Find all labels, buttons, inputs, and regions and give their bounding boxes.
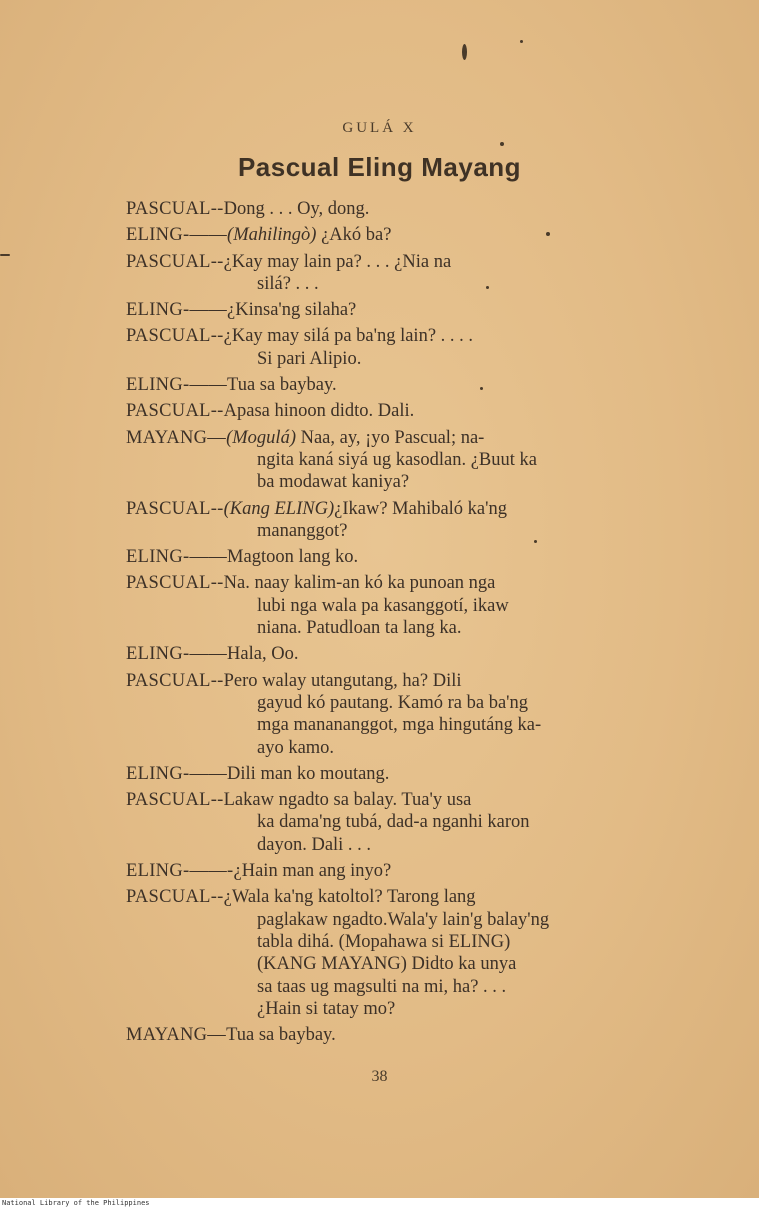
speaker-name: ELING-——	[126, 547, 228, 568]
dialogue-text: Hala, Oo.	[227, 644, 299, 665]
dialogue-continuation: (KANG MAYANG) Didto ka unya	[257, 954, 517, 975]
dialogue-line	[126, 763, 671, 785]
dialogue-continuation: ka dama'ng tubá, dad-a nganhi karon	[257, 812, 530, 833]
ink-speck	[462, 44, 467, 60]
dialogue-continuation: niana. Patudloan ta lang ka.	[257, 618, 462, 639]
dialogue-line	[126, 546, 671, 568]
dialogue-script	[126, 198, 671, 1046]
dialogue-text: Na. naay kalim-an kó ka punoan nga	[223, 573, 496, 594]
dialogue-text: Pero walay utangutang, ha? Dili	[223, 670, 462, 691]
dialogue-continuation: ¿Hain si tatay mo?	[257, 998, 396, 1019]
page-number: 38	[371, 1068, 388, 1085]
speaker-name: MAYANG—	[126, 1025, 227, 1046]
dialogue-continuation: ayo kamo.	[257, 737, 335, 758]
dialogue-text: ¿Ikaw? Mahibaló ka'ng	[334, 498, 507, 519]
ink-speck	[0, 254, 10, 256]
speaker-name: PASCUAL--	[126, 199, 224, 219]
stage-direction: (Mahilingò)	[227, 225, 317, 246]
speaker-name: PASCUAL--	[126, 790, 224, 811]
dialogue-continuation: dayon. Dali . . .	[257, 834, 372, 855]
dialogue-continuation: ba modawat kaniya?	[257, 472, 410, 493]
chapter-label: GULÁ X	[342, 120, 417, 136]
dialogue-continuation: gayud kó pautang. Kamó ra ba ba'ng	[257, 692, 528, 713]
dialogue-continuation: silá? . . .	[257, 273, 319, 294]
dialogue-text: Tua sa baybay.	[226, 1025, 336, 1046]
dialogue-text: ¿Kay may lain pa? . . . ¿Nia na	[223, 251, 452, 272]
speaker-name: PASCUAL--	[126, 498, 224, 519]
dialogue-text: ¿Kay may silá pa ba'ng lain? . . . .	[223, 326, 474, 347]
dialogue-line	[126, 789, 671, 811]
speaker-name: PASCUAL--	[126, 401, 224, 422]
footer-credit: National Library of the Philippines	[2, 1199, 150, 1207]
dialogue-line	[126, 886, 671, 908]
dialogue-text: ¿Akó ba?	[316, 225, 392, 246]
speaker-name: PASCUAL--	[126, 670, 224, 691]
dialogue-line	[126, 299, 671, 321]
speaker-name: MAYANG—	[126, 427, 227, 448]
dialogue-text: Lakaw ngadto sa balay. Tua'y usa	[223, 790, 472, 811]
dialogue-text: ¿Kinsa'ng silaha?	[227, 300, 357, 321]
dialogue-line	[126, 224, 671, 246]
dialogue-line	[126, 198, 671, 220]
dialogue-continuation: mananggot?	[257, 520, 348, 541]
dialogue-line	[126, 860, 671, 882]
dialogue-line	[126, 325, 671, 347]
dialogue-continuation: ngita kaná siyá ug kasodlan. ¿Buut ka	[257, 449, 538, 470]
dialogue-text: Naa, ay, ¡yo Pascual; na-	[295, 427, 485, 448]
dialogue-text: Dong . . . Oy, dong.	[223, 199, 370, 219]
stage-direction: (Kang ELING)	[223, 498, 335, 519]
dialogue-line	[126, 572, 671, 594]
speaker-name: PASCUAL--	[126, 887, 224, 908]
stage-direction: (Mogulá)	[226, 427, 296, 448]
dialogue-text: Apasa hinoon didto. Dali.	[223, 401, 415, 422]
scene-title: Pascual Eling Mayang	[237, 152, 522, 182]
dialogue-line	[126, 1024, 671, 1046]
dialogue-line	[126, 400, 671, 422]
dialogue-continuation: paglakaw ngadto.Wala'y lain'g balay'ng	[257, 909, 550, 930]
dialogue-text: Dili man ko moutang.	[227, 763, 390, 784]
dialogue-continuation: Si pari Alipio.	[257, 348, 362, 369]
dialogue-line	[126, 251, 671, 273]
speaker-name: PASCUAL--	[126, 251, 224, 272]
dialogue-continuation: sa taas ug magsulti na mi, ha? . . .	[257, 976, 507, 997]
dialogue-line	[126, 498, 671, 520]
speaker-name: ELING-——	[126, 375, 228, 396]
dialogue-line	[126, 427, 671, 449]
dialogue-line	[126, 643, 671, 665]
dialogue-text: Tua sa baybay.	[227, 375, 337, 396]
dialogue-continuation: tabla dihá. (Mopahawa si ELING)	[257, 931, 511, 952]
speaker-name: ELING-——-	[126, 861, 234, 882]
speaker-name: ELING-——	[126, 225, 228, 246]
dialogue-line	[126, 374, 671, 396]
speaker-name: PASCUAL--	[126, 573, 224, 594]
ink-speck	[500, 142, 504, 146]
dialogue-continuation: mga manananggot, mga hingutáng ka-	[257, 715, 542, 736]
speaker-name: ELING-——	[126, 763, 228, 784]
dialogue-text: ¿Hain man ang inyo?	[233, 861, 392, 882]
dialogue-text: Magtoon lang ko.	[227, 547, 359, 568]
speaker-name: PASCUAL--	[126, 326, 224, 347]
speaker-name: ELING-——	[126, 644, 228, 665]
speaker-name: ELING-——	[126, 300, 228, 321]
dialogue-text: ¿Wala ka'ng katoltol? Tarong lang	[223, 887, 476, 908]
ink-speck	[520, 40, 523, 43]
dialogue-continuation: lubi nga wala pa kasanggotí, ikaw	[257, 595, 509, 616]
dialogue-line	[126, 670, 671, 692]
